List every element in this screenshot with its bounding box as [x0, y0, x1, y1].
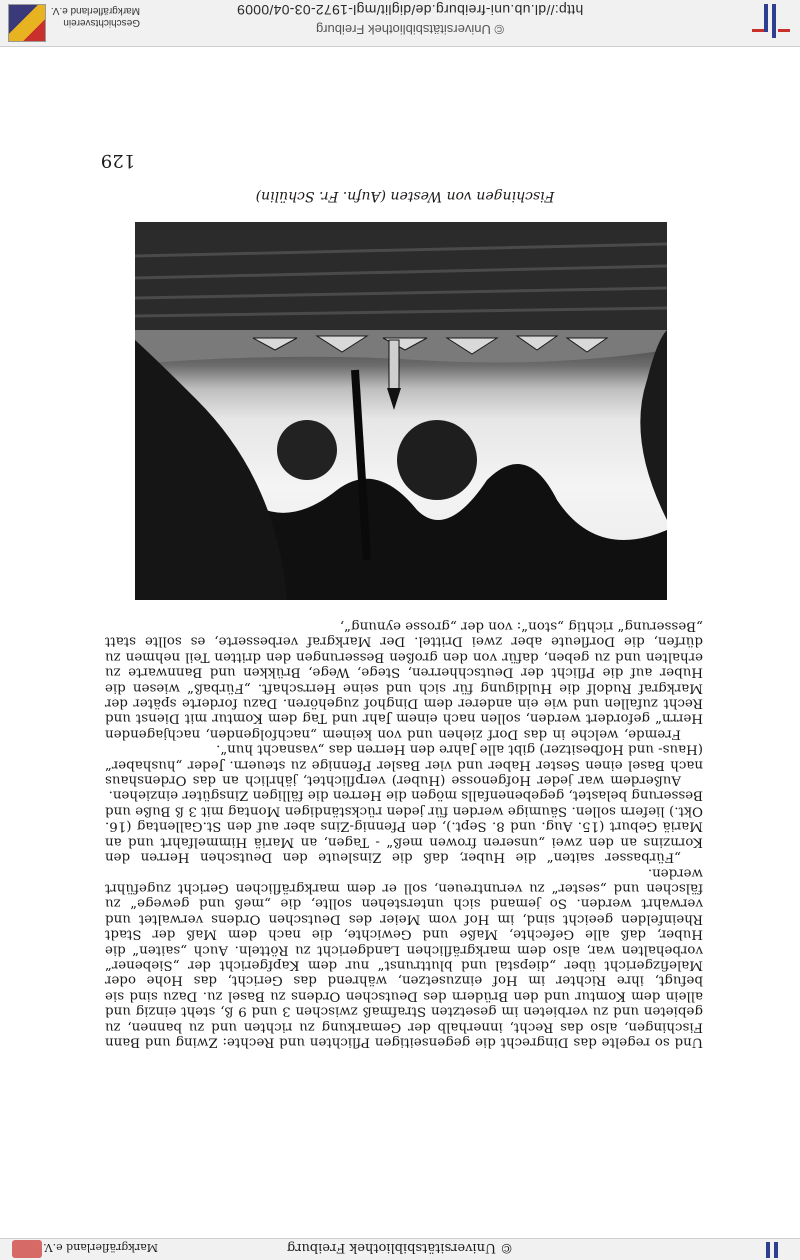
footer-library-logo[interactable]	[760, 1240, 784, 1258]
paragraph-4: Fremde, welche in das Dorf ziehen und von keinem „nachfolgenden, nachjagenden Herrn“ gefordert werden, sollen nach einem Jahr und Tag dem Komtur mit Dienst und Recht zufallen und wie ein anderer dem Dinghof zugehören. Dazu forderte später der Markgraf Rudolf die Huldigung für sich und seine Herrschaft. „Fürbaß“ wiesen die Huber auf die Pflicht der Deutschherren, Stege, Wege, Brükken und Bannwarte zu erhalten und zu geben, dafür von den großen Besserungen den dritten Teil nehmen zu dürfen, die Dorfleute aber zwei Drittel. Der Markgraf verbesserte, es sollte statt „Besserung“ richtig „ston“: von der „grosse eynung“,	[105, 618, 703, 742]
paragraph-2: „Fürbasser saiten“ die Huber, daß die Zinsleute den Deutschen Herren den Kornzins an den zwei „unseren frowen meß“ - Tagen, an Mariä Himmelfahrt und an Mariä Geburt (15. Aug. und 8. Sept.), den Pfennig-Zins aber auf den St.Gallentag (16. Okt.) liefern sollen. Säumige werden für jeden rückständigen Montag mit 3 ß Buße und Besserung belastet, gegebenenfalls mögen die Herren die fälligen Zinsgüter einziehen.	[105, 787, 703, 865]
document-url[interactable]: http://dl.ub.uni-freiburg.de/diglit/mgl-1972-03-04/0009	[236, 2, 584, 18]
society-line-2: Markgräflerland e.V.	[50, 5, 140, 16]
paragraph-3: Außerdem war jeder Hofgenosse (Huber) verpflichtet, jährlich an das Ordenshaus nach Basel einen Sester Haber und vier Basler Pfennige zu steuern. Jeder „hushaber“ (Haus- und Hofbesitzer) gibt alle Jahre den Herren das „vasnacht hun“.	[105, 741, 703, 788]
village-photo	[135, 222, 667, 600]
photo-caption: Fischingen von Westen (Aufn. Fr. Schülin)	[255, 188, 555, 204]
body-text	[105, 618, 703, 1049]
paragraph-1: Und so regelte das Dingrecht die gegenseitigen Pflichten und Rechte: Zwing und Bann Fischingen, also das Recht, innerhalb der Gemarkung zu richten und zu bannen, zu gebieten und zu verbieten im gesetzten Strafmaß zwischen 3 und 9 ß, steht einzig und allein dem Komtur und den Brüdern des Deutschen Ordens zu Basel zu. Dazu sind sie befugt, ihre Richter im Hof einzusetzen, während das Gericht, das Hohe oder Malefizgericht über „diepstal und bluttrunst“ nur dem Kapfgericht der „Siebener“ vorbehalten war, also dem markgräflichen Landgericht zu Rötteln. Auch „saiten“ die Huber, daß alle Gefechte, Maße und Gewichte, die nach dem Maß der Stadt Rheinfelden geeicht sind, im Hof vom Meier des Deutschen Ordens verwaltet und verwahrt werden. So jemand sich unterstehen sollte, die „meß und gewege“ zu fälschen und „sester“ zu veruntreuen, soll er dem markgräflichen Gericht zugeführt werden.	[105, 864, 703, 1050]
society-logo[interactable]	[8, 4, 46, 42]
copyright-notice: © Universitätsbibliothek Freiburg	[315, 22, 505, 37]
footer-society-name: Markgräflerland e.V.	[43, 1241, 158, 1254]
footer-copyright: © Universitätsbibliothek Freiburg	[286, 1240, 514, 1255]
society-line-1: Geschichtsverein	[63, 17, 140, 28]
village-landscape-image	[135, 222, 667, 600]
viewer-header	[0, 0, 800, 47]
footer-society-logo[interactable]	[12, 1240, 42, 1258]
society-name	[50, 4, 140, 28]
university-library-logo[interactable]	[748, 0, 794, 40]
page-number: 129	[100, 150, 136, 171]
